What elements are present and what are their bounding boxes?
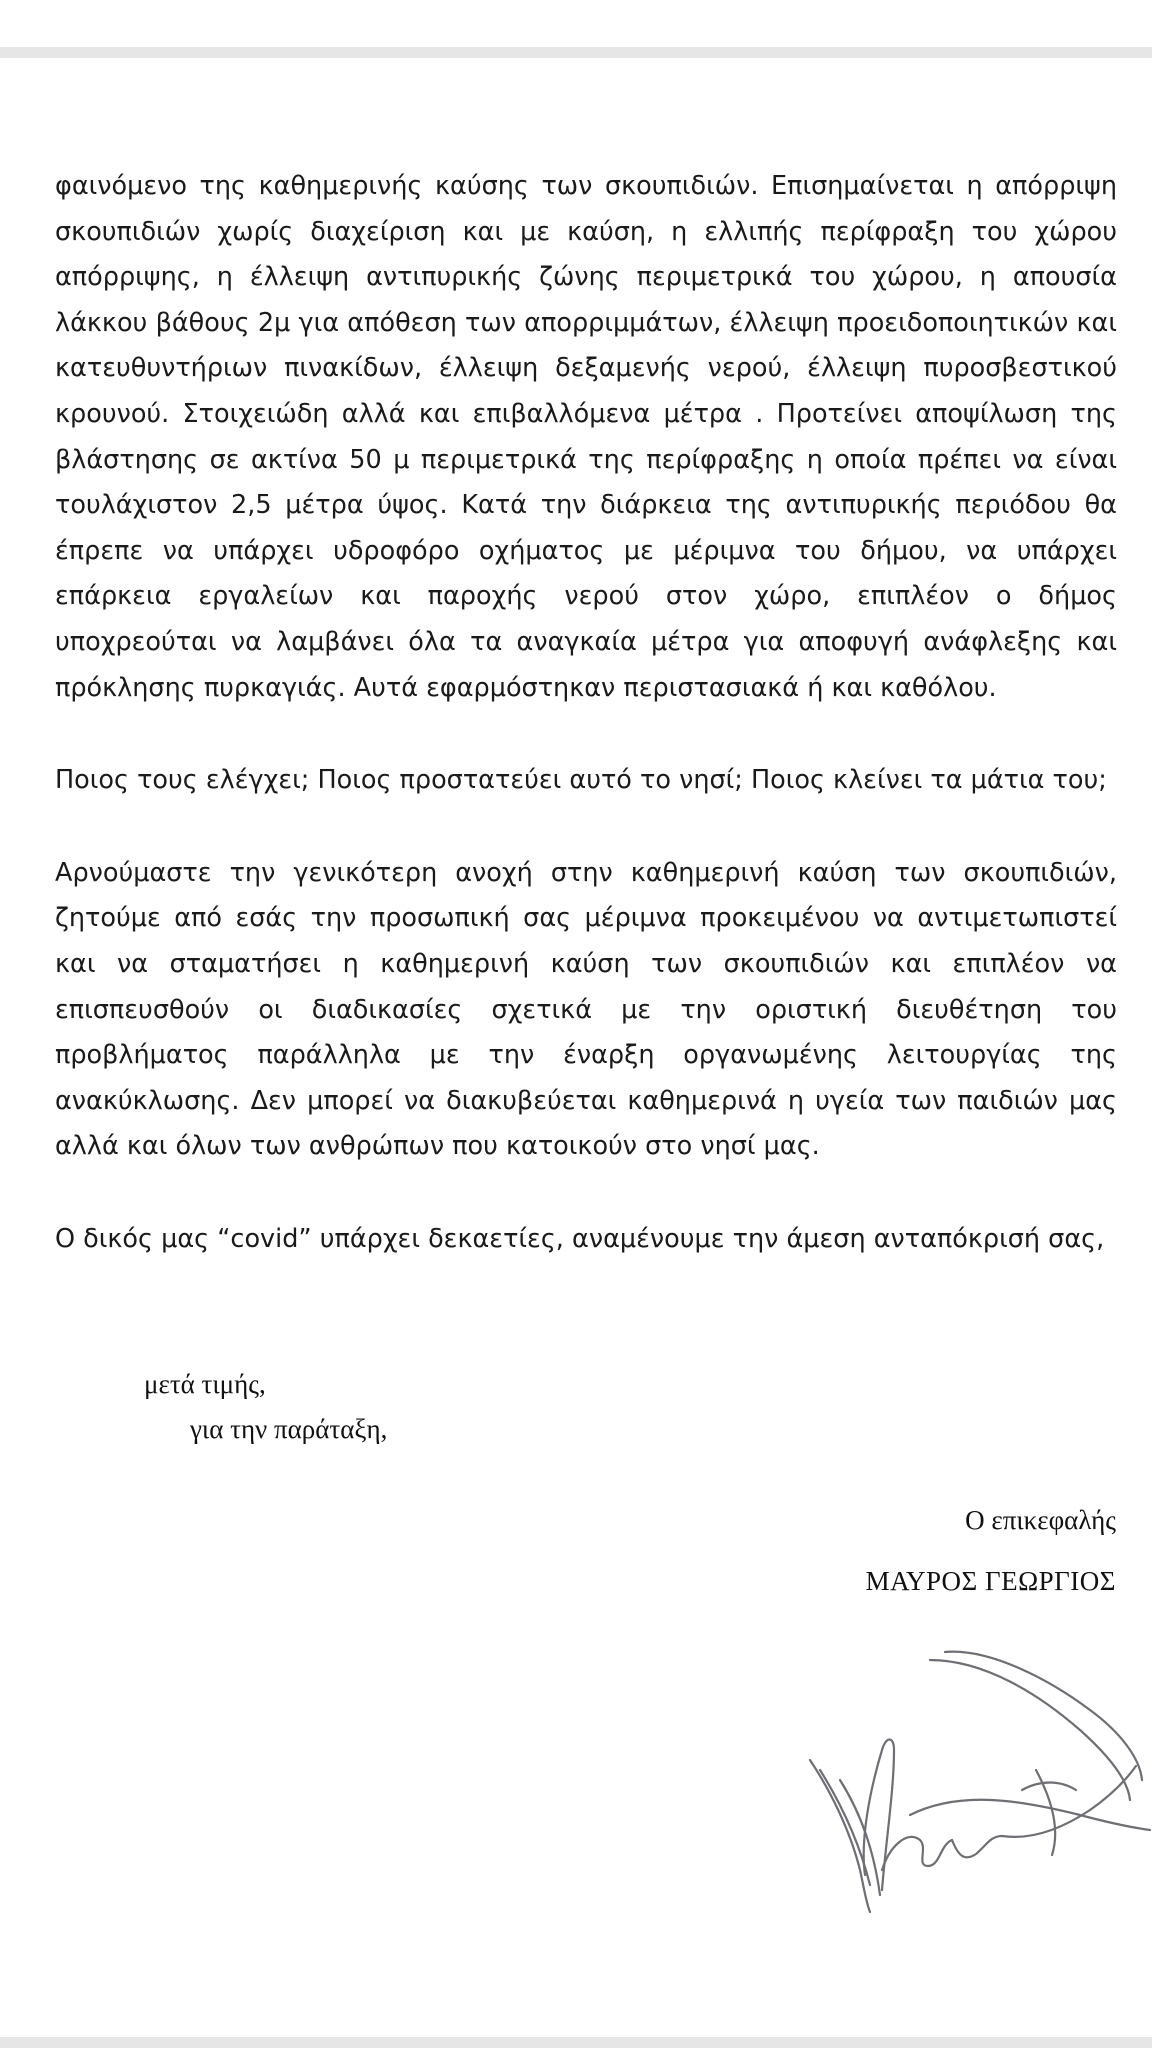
signatory-role: Ο επικεφαλής — [965, 1505, 1116, 1535]
paragraph-questions: Ποιος τους ελέγχει; Ποιος προστατεύει αυτό το νησί; Ποιος κλείνει τα μάτια του; — [55, 765, 1107, 796]
handwritten-signature — [790, 1640, 1152, 1940]
paragraph-demands: Αρνούμαστε την γενικότερη ανοχή στην καθημερινή καύση των σκουπιδιών, ζητούμε από εσάς την προσωπική σας μέριμνα προκειμένου να αντιμετωπιστεί και να σταματήσει η καθημερινή καύση των σκουπιδιών και επιπλέον να επισπευσθούν οι διαδικασίες σχετικά με την οριστική διευθέτηση του προβλήματος παράλληλα με την έναρξη οργανωμένης λειτουργίας της ανακύκλωσης. Δεν μπορεί να διακυβεύεται καθημερινά η υγεία των παιδιών μας αλλά και όλων των ανθρώπων που κατοικούν στο νησί μας. — [55, 857, 1117, 1162]
paragraph-covid: Ο δικός μας “covid” υπάρχει δεκαετίες, αναμένουμε την άμεση ανταπόκρισή σας, — [55, 1223, 1105, 1254]
bottom-scroll-band — [0, 2037, 1152, 2048]
closing-salutation — [144, 1362, 387, 1452]
closing-line-regards: μετά τιμής, — [144, 1369, 266, 1399]
closing-line-faction: για την παράταξη, — [190, 1414, 388, 1444]
top-scroll-band — [0, 47, 1152, 58]
letter-body — [55, 164, 1117, 1262]
paragraph-measures: φαινόμενο της καθημερινής καύσης των σκουπιδιών. Επισημαίνεται η απόρριψη σκουπιδιών χωρίς διαχείριση και με καύση, η ελλιπής περίφραξη του χώρου απόρριψης, η έλλειψη αντιπυρικής ζώνης περιμετρικά του χώρου, η απουσία λάκκου βάθους 2μ για απόθεση των απορριμμάτων, έλλειψη προειδοποιητικών και κατευθυντήριων πινακίδων, έλλειψη δεξαμενής νερού, έλλειψη πυροσβεστικού κρουνού. Στοιχειώδη αλλά και επιβαλλόμενα μέτρα . Προτείνει αποψίλωση της βλάστησης σε ακτίνα 50 μ περιμετρικά της περίφραξης η οποία πρέπει να είναι τουλάχιστον 2,5 μέτρα ύψος. Κατά την διάρκεια της αντιπυρικής περιόδου θα έπρεπε να υπάρχει υδροφόρο οχήματος με μέριμνα του δήμου, να υπάρχει επάρκεια εργαλείων και παροχής νερού στον χώρο, επιπλέον ο δήμος υποχρεούται να λαμβάνει όλα τα αναγκαία μέτρα για αποφυγή ανάφλεξης και πρόκλησης πυρκαγιάς. Αυτά εφαρμόστηκαν περιστασιακά ή και καθόλου. — [55, 171, 1117, 703]
signatory-name: ΜΑΥΡΟΣ ΓΕΩΡΓΙΟΣ — [865, 1566, 1116, 1596]
